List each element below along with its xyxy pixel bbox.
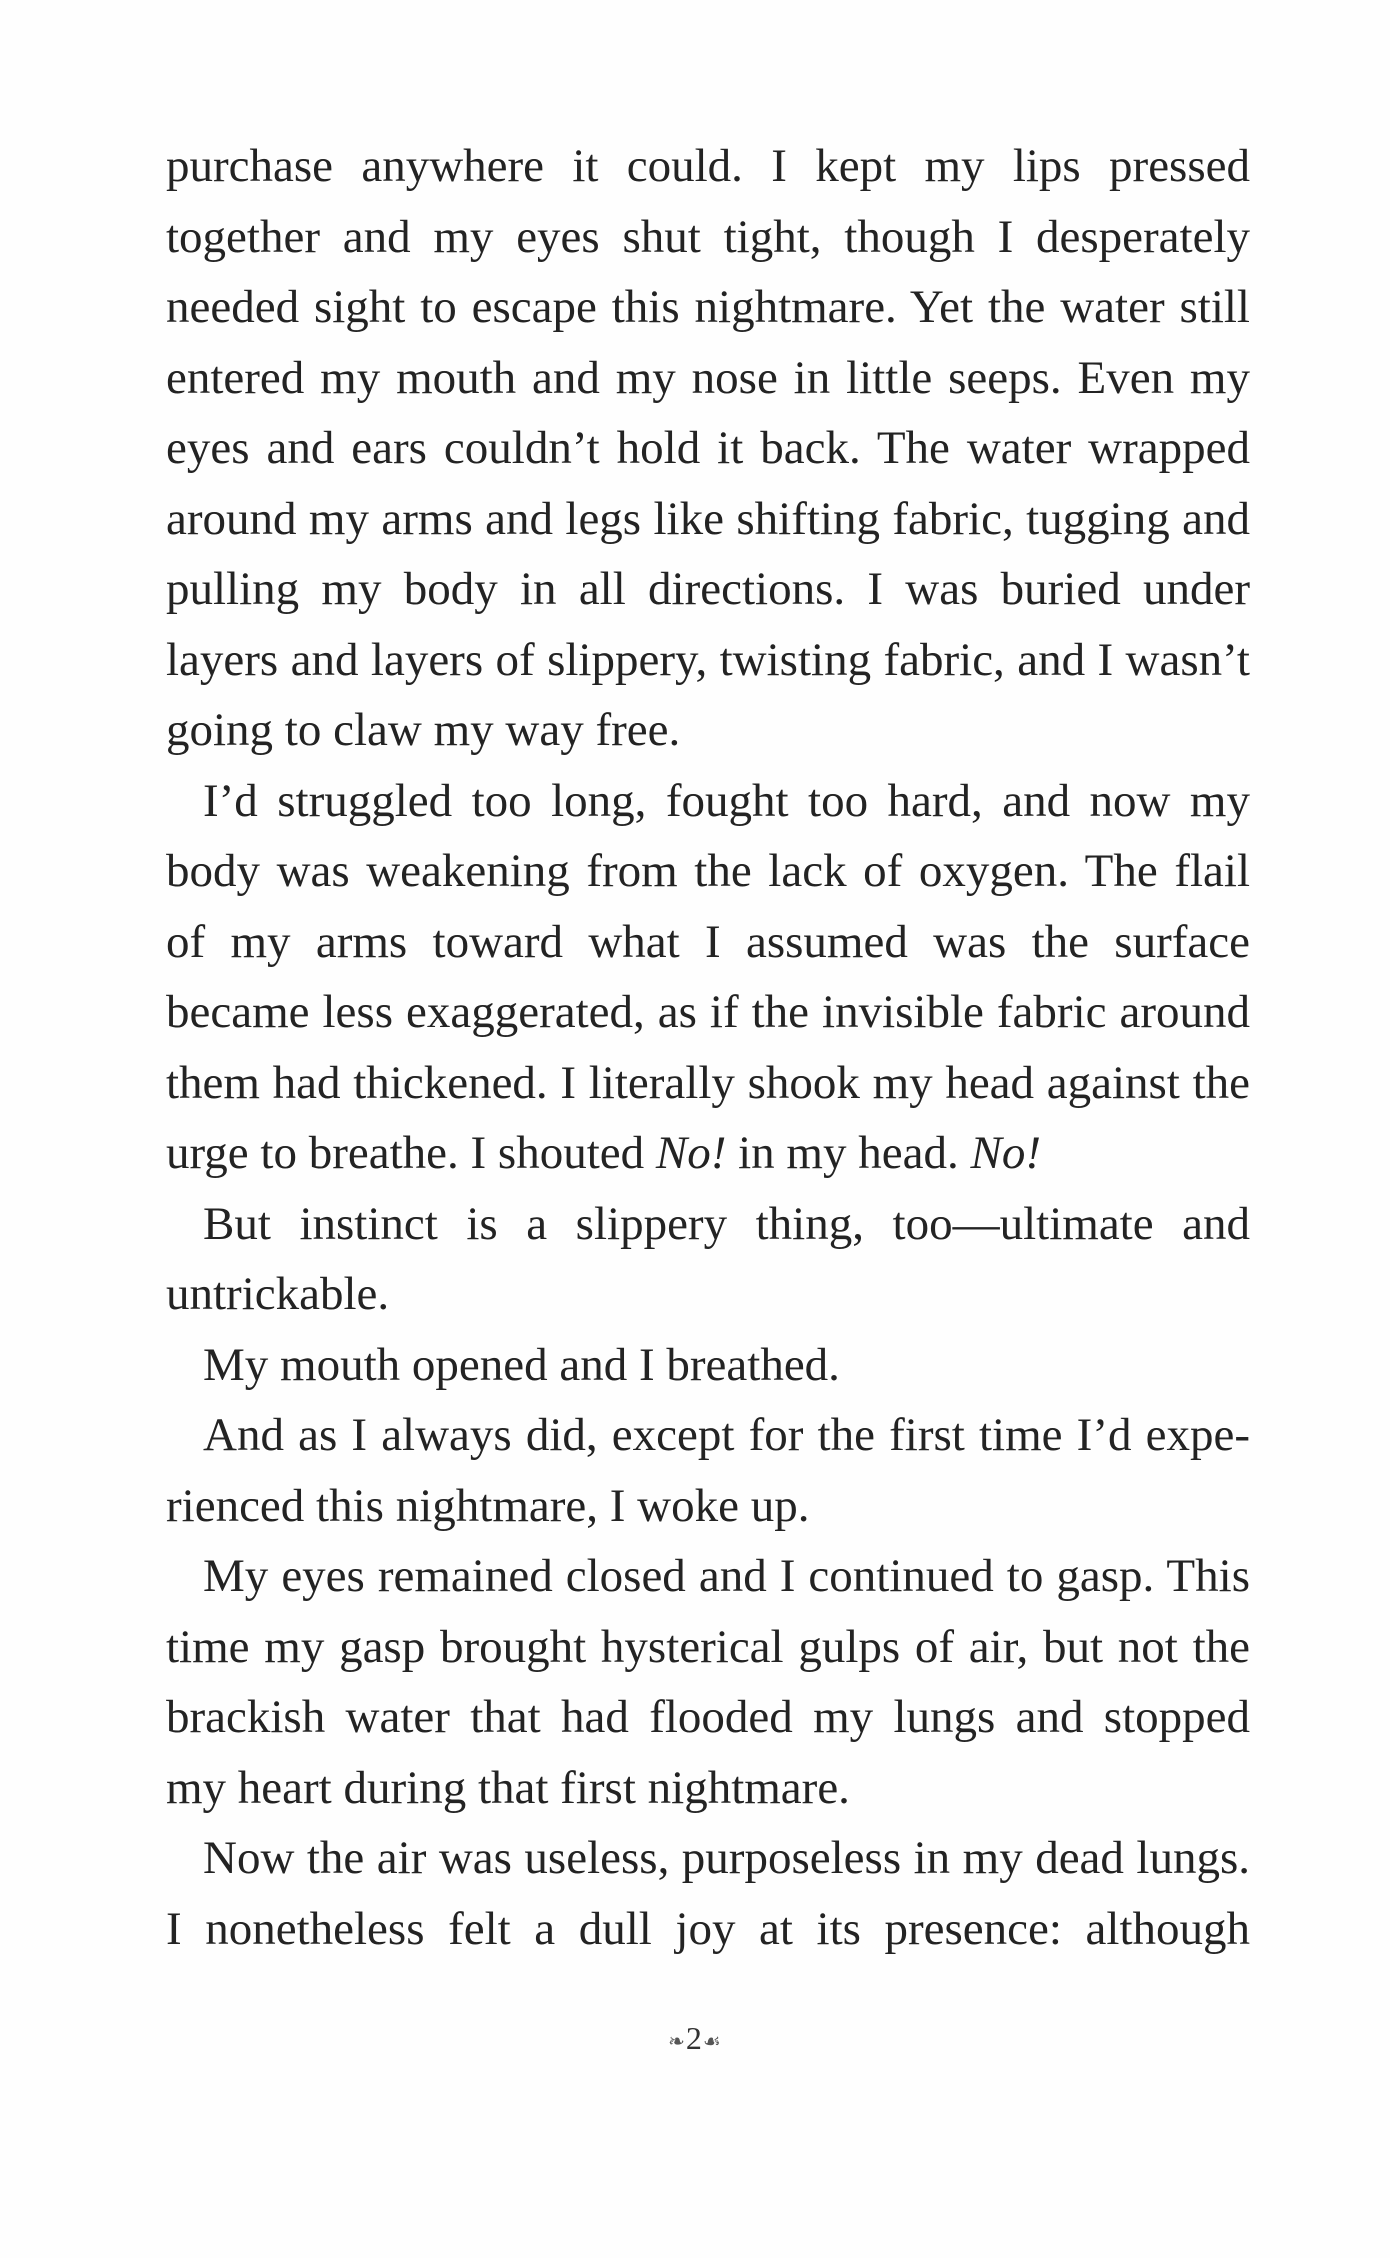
italic-text: No! xyxy=(970,1127,1041,1179)
paragraph: Now the air was useless, purposeless in my dead lungs. I nonetheless felt a dull joy at its presence: although xyxy=(166,1832,1250,1955)
paragraph-text: in my head. xyxy=(726,1127,971,1179)
paragraph: purchase anywhere it could. I kept my lips pressed together and my eyes shut tight, though I desperately needed sight to escape this nightmare. Yet the water still entered my mouth and my nose in little seeps. Even my eyes and ears couldn’t hold it back. The water wrapped around my arms and legs like shifting fabric, tugging and pulling my body in all directions. I was buried under layers and layers of slippery, twisting fabric, and I wasn’t going to claw my way free. xyxy=(166,140,1250,756)
paragraph-text: I’d struggled too long, fought too hard, and now my body was weakening from the lack of oxygen. The flail of my arms toward what I assumed was the surface became less exaggerated, as if the invisible fabric around them had thickened. I literally shook my head against the urge to breathe. I shouted xyxy=(166,774,1250,1179)
paragraph: My eyes remained closed and I continued to gasp. This time my gasp brought hysterical gulps of air, but not the brackish water that had flooded my lungs and stopped my heart during that first nightmare. xyxy=(166,1550,1250,1814)
ornament-right-icon: ☙ xyxy=(702,2031,722,2054)
page-number xyxy=(0,2020,1390,2057)
paragraph xyxy=(166,766,1250,1189)
italic-text: No! xyxy=(655,1127,727,1179)
body-text xyxy=(166,131,1250,1964)
ornament-left-icon: ❧ xyxy=(668,2031,686,2054)
paragraph: But instinct is a slippery thing, too—ultimate and untrickable. xyxy=(166,1197,1250,1320)
paragraph: And as I always did, except for the first time I’d experienced this nightmare, I woke up. xyxy=(166,1409,1250,1532)
paragraph: My mouth opened and I breathed. xyxy=(203,1338,840,1391)
page-number-value: 2 xyxy=(685,2020,703,2056)
